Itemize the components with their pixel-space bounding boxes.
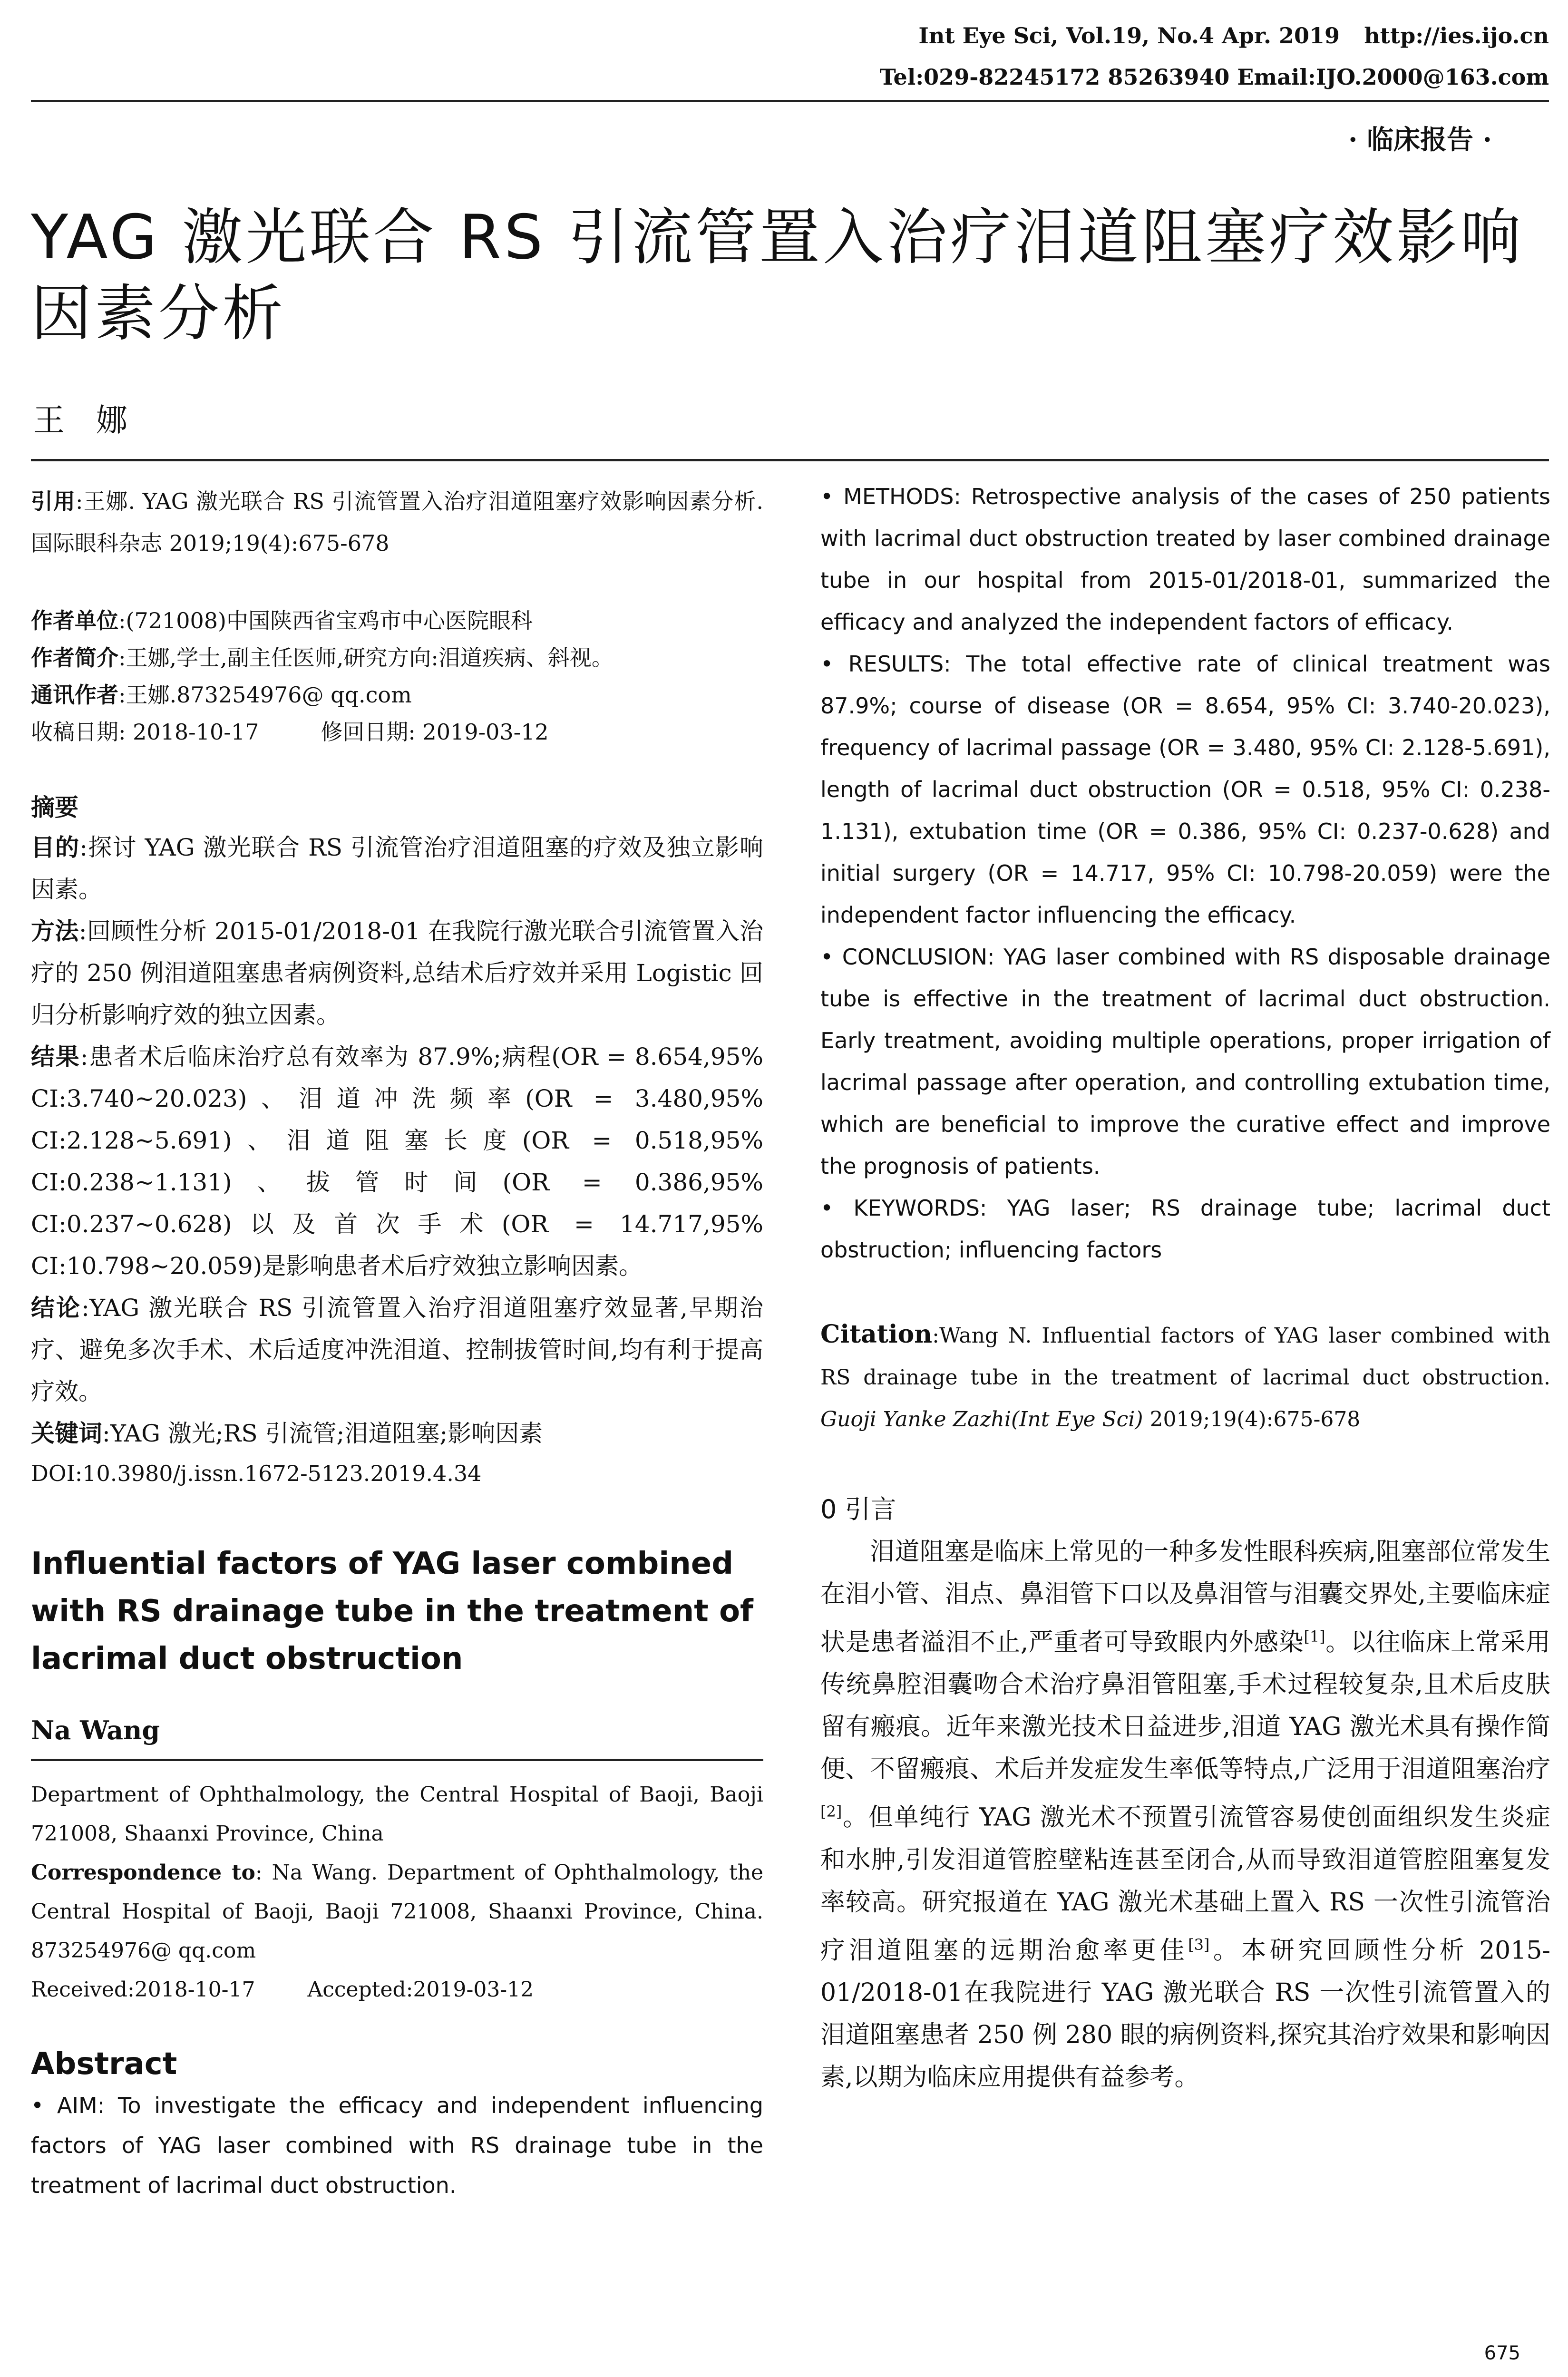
received-date: 收稿日期: 2018-10-17 [31,719,259,745]
results-cn [31,1036,763,1287]
bio-text: :王娜,学士,副主任医师,研究方向:泪道疾病、斜视。 [118,645,614,671]
header-rule [31,100,1549,102]
intro-text-1: 泪道阻塞是临床上常见的一种多发性眼科疾病,阻塞部位常发生在泪小管、泪点、鼻泪管下口以及鼻泪管与泪囊交界处,主要临床症状是患者溢泪不止,严重者可导致眼内外感染 [820,1538,1550,1657]
doi[interactable]: DOI:10.3980/j.issn.1672-5123.2019.4.34 [31,1461,482,1486]
journal-line: Int Eye Sci, Vol.19, No.4 Apr. 2019 [918,23,1340,49]
conclusion-label: 结论 [31,1294,82,1322]
intro-paragraph [820,1531,1550,2099]
bio-label: 作者简介 [31,645,118,671]
english-dept: Department of Ophthalmology, the Central Hospital of Baoji, Baoji 721008, Shaanxi Province, China [31,1783,763,1846]
citation-block [820,1314,1550,1441]
keywords-cn [31,1413,763,1454]
citation-tail: 2019;19(4):675-678 [1143,1407,1361,1432]
title-rule [31,459,1549,461]
corr-label: 通讯作者 [31,682,118,708]
intro-text-2: 。以往临床上常采用传统鼻腔泪囊吻合术治疗鼻泪管阻塞,手术过程较复杂,且术后皮肤留有瘢痕。近年来激光技术日益进步,泪道 YAG 激光术具有操作简便、不留瘢痕、术后并发症发生率低等特点,广泛用于泪道阻塞治疗 [820,1628,1550,1784]
cite-label: 引用 [31,488,76,514]
section-tag: · 临床报告 · [1348,124,1492,156]
english-conclusion: • CONCLUSION: YAG laser combined with RS disposable drainage tube is effective in the treatment of lacrimal duct obstruction. Early treatment, avoiding multiple operations, proper irrigation of lacrimal passage after operation, and controlling extubation time, which are beneficial to improve the curative effect and improve the prognosis of patients. [820,944,1550,1179]
english-corr [31,1853,763,1970]
english-results: • RESULTS: The total effective rate of clinical treatment was 87.9%; course of disease (OR = 8.654, 95% CI: 3.740-20.023), frequency of lacrimal passage (OR = 3.480, 95% CI: 2.128-5.691), length of lacrimal duct obstruction (OR = 0.518, 95% CI: 0.238-1.131), extubation time (OR = 0.386, 95% CI: 0.237-0.628) and initial surgery (OR = 14.717, 95% CI: 10.798-20.059) were the independent factor influencing the efficacy. [820,651,1550,928]
aim-text: :探讨 YAG 激光联合 RS 引流管治疗泪道阻塞的疗效及独立影响因素。 [31,834,764,903]
english-methods: • METHODS: Retrospective analysis of the cases of 250 patients with lacrimal duct obstruction treated by laser combined drainage tube in our hospital from 2015-01/2018-01, summarized the efficacy and analyzed the independent factors of efficacy. [820,484,1550,635]
author-name: 王 娜 [33,402,127,438]
intro-text-4: 。本研究回顾性分析 2015-01/2018-01在我院进行 YAG 激光联合 RS 一次性引流管置入的泪道阻塞患者 250 例 280 眼的病例资料,探究其治疗效果和影响因素,以期为临床应用提供有益参考。 [820,1936,1550,2092]
corr-text[interactable]: :王娜.873254976@ qq.com [118,682,412,708]
conclusion-text: :YAG 激光联合 RS 引流管置入治疗泪道阻塞疗效显著,早期治疗、避免多次手术、术后适度冲洗泪道、控制拔管时间,均有利于提高疗效。 [31,1294,764,1405]
ref-3[interactable]: [3] [1188,1935,1210,1954]
page-number: 675 [1484,2342,1520,2364]
corr-line [31,676,763,713]
english-keywords: • KEYWORDS: YAG laser; RS drainage tube; lacrimal duct obstruction; influencing factors [820,1195,1550,1263]
english-aim: • AIM: To investigate the efficacy and independent influencing factors of YAG laser combined with RS drainage tube in the treatment of lacrimal duct obstruction. [31,2093,763,2198]
aim-cn [31,827,763,910]
affil-text: :(721008)中国陕西省宝鸡市中心医院眼科 [118,608,533,633]
cite-text: :王娜. YAG 激光联合 RS 引流管置入治疗泪道阻塞疗效影响因素分析.国际眼科杂志 2019;19(4):675-678 [31,488,764,556]
english-corr-text: : Na Wang. Department of Ophthalmology, the Central Hospital of Baoji, Baoji 721008, Shaanxi Province, China. 873254976@ qq.com [31,1861,764,1963]
left-column [31,480,763,2205]
affil-line [31,602,763,639]
methods-cn [31,910,763,1036]
cite-block [31,480,763,564]
citation-label: Citation [820,1320,933,1349]
citation-journal: Guoji Yanke Zazhi(Int Eye Sci) [820,1407,1143,1432]
english-author: Na Wang [31,1715,160,1745]
citation-text: :Wang N. Influential factors of YAG laser combined with RS drainage tube in the treatment of lacrimal duct obstruction. [820,1324,1550,1390]
english-corr-label: Correspondence to [31,1861,255,1885]
abstract-heading: 摘要 [31,794,78,821]
intro-heading: 0 引言 [820,1494,896,1524]
conclusion-cn [31,1287,763,1413]
affil-label: 作者单位 [31,608,118,633]
english-dates [31,1970,763,2009]
article-title: YAG 激光联合 RS 引流管置入治疗泪道阻塞疗效影响因素分析 [31,202,1524,349]
methods-label: 方法 [31,917,79,945]
bio-line [31,639,763,676]
dates-line [31,713,763,750]
english-received: Received:2018-10-17 [31,1978,255,2002]
right-column [820,476,1550,2099]
english-abstract-heading: Abstract [31,2046,177,2082]
revised-date: 修回日期: 2019-03-12 [321,719,549,745]
results-label: 结果 [31,1043,80,1071]
intro-text-3: 。但单纯行 YAG 激光术不预置引流管容易使创面组织发生炎症和水肿,引发泪道管腔壁粘连甚至闭合,从而导致泪道管腔阻塞复发率较高。研究报道在 YAG 激光术基础上置入 RS 一次性引流管治疗泪道阻塞的远期治愈率更佳 [820,1803,1550,1965]
methods-text: :回顾性分析 2015-01/2018-01 在我院行激光联合引流管置入治疗的 250 例泪道阻塞患者病例资料,总结术后疗效并采用 Logistic 回归分析影响疗效的独立因素。 [31,917,763,1029]
keywords-text: :YAG 激光;RS 引流管;泪道阻塞;影响因素 [102,1420,543,1447]
contact-line: Tel:029-82245172 85263940 Email:IJO.2000@163.com [879,64,1549,90]
ref-2[interactable]: [2] [820,1802,842,1821]
aim-label: 目的 [31,834,80,861]
english-accepted: Accepted:2019-03-12 [307,1978,534,2002]
journal-url[interactable]: http://ies.ijo.cn [1364,23,1549,49]
results-text: :患者术后临床治疗总有效率为 87.9%;病程(OR = 8.654,95% CI:3.740~20.023)、泪道冲洗频率(OR = 3.480,95% CI:2.128~5.691)、泪道阻塞长度(OR = 0.518,95% CI:0.238~1.131)、拔管时间(OR = 0.386,95% CI:0.237~0.628)以及首次手术(OR = 14.717,95% CI:10.798~20.059)是影响患者术后疗效独立影响因素。 [31,1043,764,1280]
ref-1[interactable]: [1] [1304,1627,1325,1646]
keywords-label: 关键词 [31,1420,102,1447]
english-title: Influential factors of YAG laser combined with RS drainage tube in the treatment of lacrimal duct obstruction [31,1546,753,1676]
